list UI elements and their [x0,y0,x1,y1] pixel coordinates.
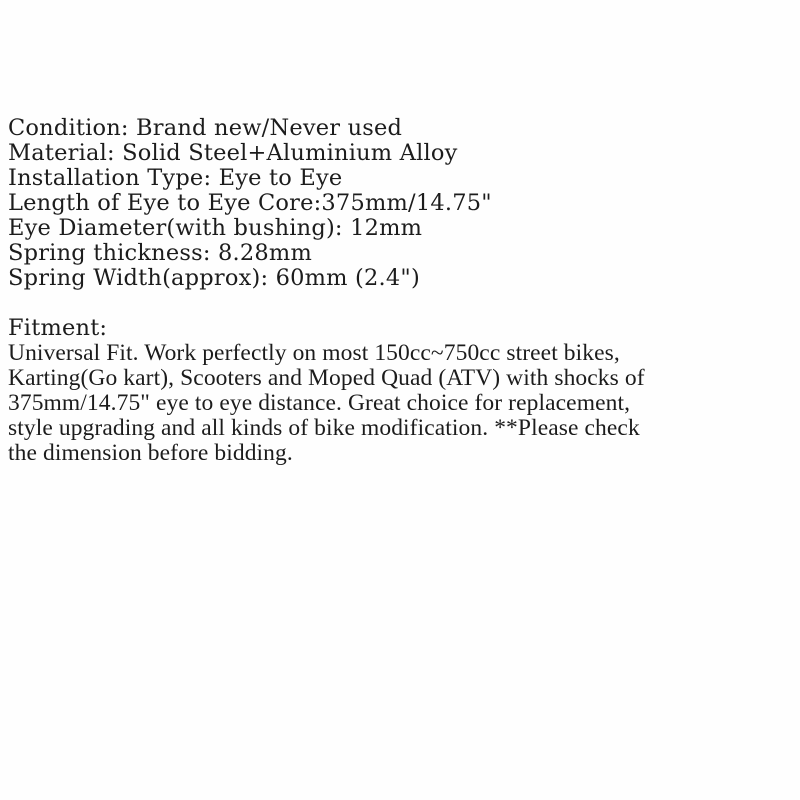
spec-list [8,116,800,291]
fitment-section [8,316,800,466]
spec-line-eye-diameter: Eye Diameter(with bushing): 12mm [8,215,423,241]
fitment-line: 375mm/14.75" eye to eye distance. Great choice for replacement, [8,390,631,416]
spec-line-eye-to-eye-length: Length of Eye to Eye Core:375mm/14.75" [8,190,492,216]
spec-line-spring-thickness: Spring thickness: 8.28mm [8,240,312,266]
spec-line-spring-width: Spring Width(approx): 60mm (2.4") [8,265,420,291]
fitment-heading: Fitment: [8,315,108,341]
fitment-line: Universal Fit. Work perfectly on most 150cc~750cc street bikes, [8,340,620,366]
spec-line-installation-type: Installation Type: Eye to Eye [8,165,343,191]
fitment-line: the dimension before bidding. [8,440,293,466]
fitment-paragraph [8,341,800,466]
spec-line-condition: Condition: Brand new/Never used [8,115,403,141]
fitment-line: style upgrading and all kinds of bike modification. **Please check [8,415,640,441]
spec-line-material: Material: Solid Steel+Aluminium Alloy [8,140,458,166]
block-gap [8,291,800,316]
fitment-line: Karting(Go kart), Scooters and Moped Quad (ATV) with shocks of [8,365,645,391]
description-text-content [8,116,800,466]
